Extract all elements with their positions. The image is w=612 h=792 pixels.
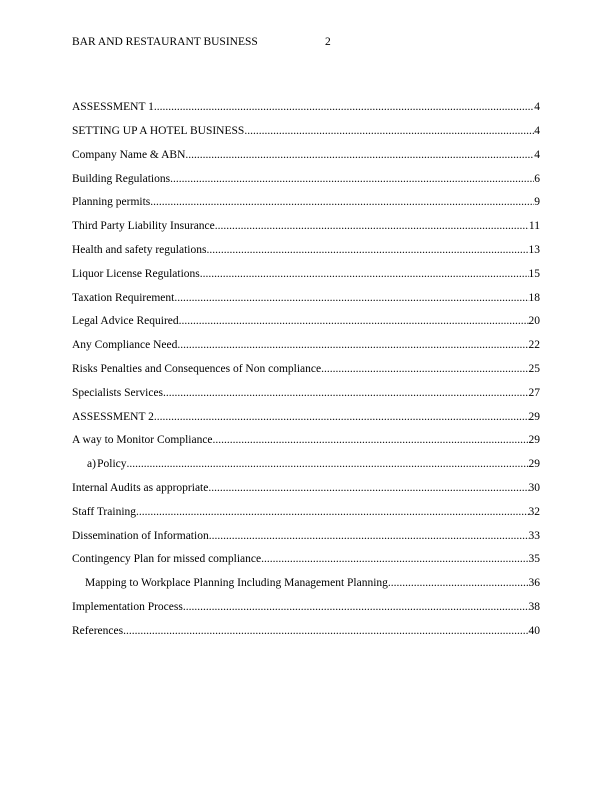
toc-page: 15 (528, 268, 540, 280)
toc-label: Liquor License Regulations (72, 268, 200, 280)
toc-page: 25 (528, 363, 540, 375)
toc-label: Legal Advice Required (72, 315, 179, 327)
toc-label: Internal Audits as appropriate (72, 482, 209, 494)
toc-leader (209, 530, 529, 542)
toc-label: Health and safety regulations (72, 244, 207, 256)
toc-leader (163, 387, 528, 399)
toc-label: Policy (97, 458, 127, 470)
header-title: BAR AND RESTAURANT BUSINESS (72, 36, 258, 48)
toc-entry-assessment-2[interactable] (72, 411, 540, 426)
toc-leader (208, 482, 528, 494)
toc-entry-contingency-plan[interactable] (72, 553, 540, 568)
toc-label: ASSESSMENT 2 (72, 411, 154, 423)
toc-leader (174, 292, 528, 304)
toc-label: Taxation Requirement (72, 292, 175, 304)
toc-page: 38 (528, 601, 540, 613)
toc-page: 36 (528, 577, 540, 589)
toc-leader (213, 434, 529, 446)
toc-label: A way to Monitor Compliance (72, 434, 213, 446)
running-header (72, 36, 540, 52)
toc-entry-risks-penalties[interactable] (72, 363, 540, 378)
toc-leader (215, 220, 529, 232)
toc-leader (123, 625, 528, 637)
toc-page: 33 (528, 530, 540, 542)
toc-leader (321, 363, 528, 375)
toc-entry-internal-audits[interactable] (72, 482, 540, 497)
toc-entry-legal-advice-required[interactable] (72, 315, 540, 330)
toc-label: Staff Training (72, 506, 137, 518)
toc-label: Planning permits (72, 196, 151, 208)
toc-label: Dissemination of Information (72, 530, 209, 542)
toc-entry-monitor-compliance[interactable] (72, 434, 540, 449)
toc-list-marker: a) (87, 458, 96, 470)
toc-page: 32 (528, 506, 540, 518)
toc-label: Risks Penalties and Consequences of Non compliance (72, 363, 322, 375)
toc-leader (154, 411, 529, 423)
toc-label: Any Compliance Need (72, 339, 178, 351)
toc-label: Mapping to Workplace Planning Including Management Planning (85, 577, 388, 589)
toc-entry-health-safety-regulations[interactable] (72, 244, 540, 259)
toc-leader (136, 506, 528, 518)
toc-entry-taxation-requirement[interactable] (72, 292, 540, 307)
toc-entry-building-regulations[interactable] (72, 173, 540, 188)
toc-page: 4 (534, 125, 540, 137)
toc-entry-company-name-abn[interactable] (72, 149, 540, 164)
toc-label: Implementation Process (72, 601, 183, 613)
toc-page: 29 (528, 411, 540, 423)
toc-label: References (72, 625, 124, 637)
toc-leader (179, 315, 529, 327)
toc-page: 20 (528, 315, 540, 327)
toc-entry-implementation-process[interactable] (72, 601, 540, 616)
toc-label: SETTING UP A HOTEL BUSINESS (72, 125, 245, 137)
toc-page: 18 (528, 292, 540, 304)
toc-page: 22 (528, 339, 540, 351)
toc-page: 29 (528, 458, 540, 470)
toc-label: Third Party Liability Insurance (72, 220, 215, 232)
toc-label: Contingency Plan for missed compliance (72, 553, 262, 565)
toc-entry-any-compliance-need[interactable] (72, 339, 540, 354)
toc-page: 27 (528, 387, 540, 399)
toc-entry-assessment-1[interactable] (72, 101, 540, 116)
toc-entry-liquor-license-regulations[interactable] (72, 268, 540, 283)
toc-leader (206, 244, 528, 256)
toc-entry-policy[interactable] (72, 458, 540, 473)
toc-leader (183, 601, 529, 613)
toc-label: Company Name & ABN (72, 149, 186, 161)
toc-page: 29 (528, 434, 540, 446)
toc-page: 40 (528, 625, 540, 637)
toc-leader (200, 268, 529, 280)
toc-page: 9 (534, 196, 540, 208)
toc-label: ASSESSMENT 1 (72, 101, 154, 113)
toc-page: 30 (528, 482, 540, 494)
toc-page: 11 (528, 220, 540, 232)
header-page-number: 2 (325, 36, 331, 48)
toc-leader (154, 101, 534, 113)
toc-entry-references[interactable] (72, 625, 540, 640)
toc-leader (244, 125, 534, 137)
toc-entry-planning-permits[interactable] (72, 196, 540, 211)
toc-page: 4 (534, 149, 540, 161)
toc-entry-mapping-workplace-planning[interactable] (72, 577, 540, 592)
toc-leader (150, 196, 534, 208)
toc-page: 6 (534, 173, 540, 185)
toc-leader (177, 339, 528, 351)
toc-entry-staff-training[interactable] (72, 506, 540, 521)
toc-leader (127, 458, 529, 470)
toc-label: Specialists Services (72, 387, 164, 399)
toc-entry-third-party-liability-insurance[interactable] (72, 220, 540, 235)
toc-entry-dissemination-information[interactable] (72, 530, 540, 545)
toc-entry-setting-up-hotel-business[interactable] (72, 125, 540, 140)
toc-leader (261, 553, 528, 565)
toc-entry-specialists-services[interactable] (72, 387, 540, 402)
toc-leader (185, 149, 534, 161)
toc-label: Building Regulations (72, 173, 171, 185)
toc-page: 13 (528, 244, 540, 256)
toc-page: 35 (528, 553, 540, 565)
toc-page: 4 (534, 101, 540, 113)
toc-leader (170, 173, 534, 185)
toc-leader (388, 577, 529, 589)
